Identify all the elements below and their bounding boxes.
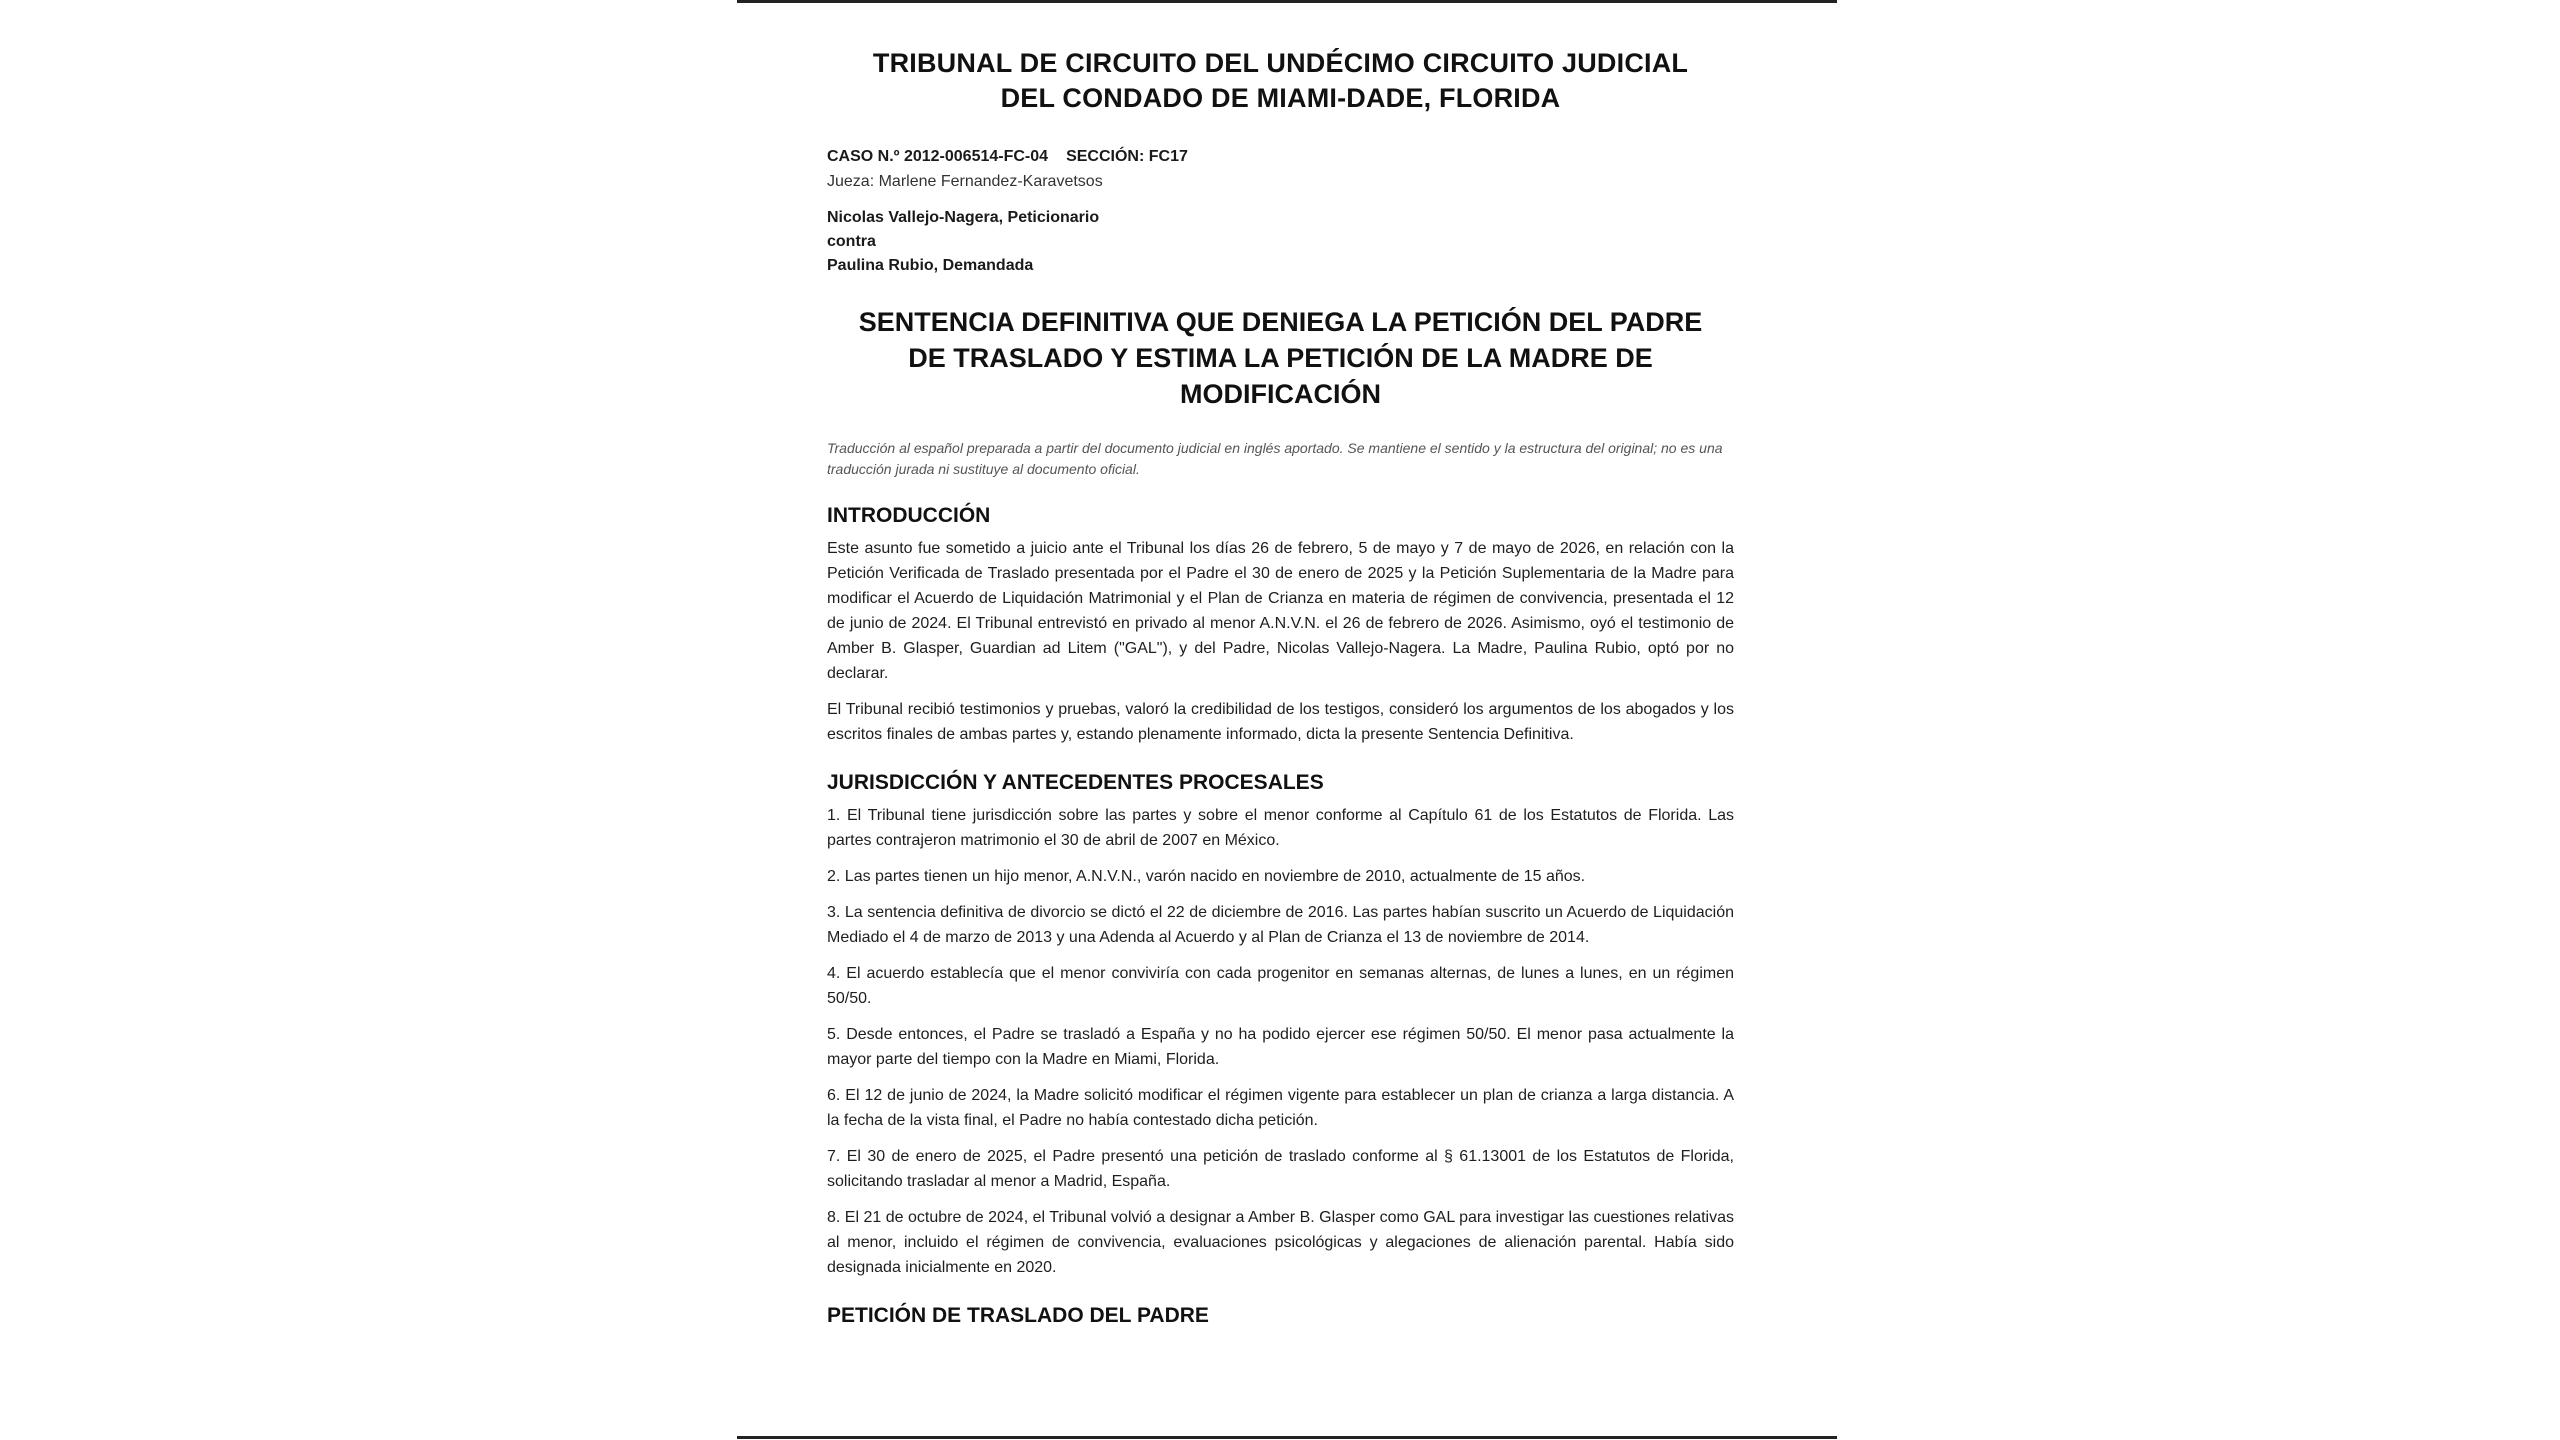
jurisdiction-paragraph-6: 6. El 12 de junio de 2024, la Madre solicitó modificar el régimen vigente para establecer un plan de crianza a larga distancia. A la fecha de la vista final, el Padre no había contestado dicha petición. xyxy=(827,1087,1734,1129)
jurisdiction-paragraph-4: 4. El acuerdo establecía que el menor conviviría con cada progenitor en semanas alternas, de lunes a lunes, en un régimen 50/50. xyxy=(827,965,1734,1007)
judgment-title-line-3: MODIFICACIÓN xyxy=(1180,379,1381,409)
petitioner: Nicolas Vallejo-Nagera, Peticionario xyxy=(827,209,1100,226)
page-top-border xyxy=(737,0,1837,3)
court-title-line-2: DEL CONDADO DE MIAMI-DADE, FLORIDA xyxy=(1000,83,1561,113)
case-line xyxy=(827,144,1734,169)
judgment-title xyxy=(827,304,1734,412)
introduction-paragraph-2: El Tribunal recibió testimonios y pruebas, valoró la credibilidad de los testigos, consideró los argumentos de los abogados y los escritos finales de ambas partes y, estando plenamente informado, dicta la presente Sentencia Definitiva. xyxy=(827,701,1734,743)
respondent: Paulina Rubio, Demandada xyxy=(827,257,1034,274)
document-content xyxy=(827,46,1734,1336)
case-info xyxy=(827,144,1734,194)
parties xyxy=(827,206,1734,278)
document-page xyxy=(737,0,1837,1440)
versus-label: contra xyxy=(827,233,876,250)
section-heading-jurisdiction: JURISDICCIÓN Y ANTECEDENTES PROCESALES xyxy=(827,771,1324,794)
case-number: CASO N.º 2012-006514-FC-04 xyxy=(827,148,1049,165)
court-title-line-1: TRIBUNAL DE CIRCUITO DEL UNDÉCIMO CIRCUITO JUDICIAL xyxy=(872,48,1689,78)
judge-name: Jueza: Marlene Fernandez-Karavetsos xyxy=(827,173,1103,190)
jurisdiction-paragraph-1: 1. El Tribunal tiene jurisdicción sobre las partes y sobre el menor conforme al Capítulo 61 de los Estatutos de Florida. Las partes contrajeron matrimonio el 30 de abril de 2007 en México. xyxy=(827,807,1734,849)
jurisdiction-paragraph-2: 2. Las partes tienen un hijo menor, A.N.V.N., varón nacido en noviembre de 2010, actualmente de 15 años. xyxy=(827,868,1586,885)
jurisdiction-paragraph-3: 3. La sentencia definitiva de divorcio se dictó el 22 de diciembre de 2016. Las partes habían suscrito un Acuerdo de Liquidación Mediado el 4 de marzo de 2013 y una Adenda al Acuerdo y al Plan de Crianza el 13 de noviembre de 2014. xyxy=(827,904,1734,946)
jurisdiction-paragraph-7: 7. El 30 de enero de 2025, el Padre presentó una petición de traslado conforme al § 61.13001 de los Estatutos de Florida, solicitando trasladar al menor a Madrid, España. xyxy=(827,1148,1734,1190)
section-heading-introduction: INTRODUCCIÓN xyxy=(827,504,991,527)
jurisdiction-paragraph-8: 8. El 21 de octubre de 2024, el Tribunal volvió a designar a Amber B. Glasper como GAL para investigar las cuestiones relativas al menor, incluido el régimen de convivencia, evaluaciones psicológicas y alegaciones de alienación parental. Había sido designada inicialmente en 2020. xyxy=(827,1209,1734,1276)
judgment-title-line-2: DE TRASLADO Y ESTIMA LA PETICIÓN DE LA MADRE DE xyxy=(908,343,1653,373)
page-bottom-border xyxy=(737,1436,1837,1439)
section-heading-relocation: PETICIÓN DE TRASLADO DEL PADRE xyxy=(827,1304,1209,1327)
court-title xyxy=(827,46,1734,116)
judgment-title-line-1: SENTENCIA DEFINITIVA QUE DENIEGA LA PETICIÓN DEL PADRE xyxy=(858,307,1703,337)
introduction-paragraph-1: Este asunto fue sometido a juicio ante el Tribunal los días 26 de febrero, 5 de mayo y 7 de mayo de 2026, en relación con la Petición Verificada de Traslado presentada por el Padre el 30 de enero de 2025 y la Petición Suplementaria de la Madre para modificar el Acuerdo de Liquidación Matrimonial y el Plan de Crianza en materia de régimen de convivencia, presentada el 12 de junio de 2024. El Tribunal entrevistó en privado al menor A.N.V.N. el 26 de febrero de 2026. Asimismo, oyó el testimonio de Amber B. Glasper, Guardian ad Litem ("GAL"), y del Padre, Nicolas Vallejo-Nagera. La Madre, Paulina Rubio, optó por no declarar. xyxy=(827,540,1734,682)
translation-note: Traducción al español preparada a partir del documento judicial en inglés aportado. Se mantiene el sentido y la estructura del original; no es una traducción jurada ni sustituye al documento oficial. xyxy=(827,440,1723,477)
case-section: SECCIÓN: FC17 xyxy=(1066,148,1188,165)
jurisdiction-paragraph-5: 5. Desde entonces, el Padre se trasladó a España y no ha podido ejercer ese régimen 50/50. El menor pasa actualmente la mayor parte del tiempo con la Madre en Miami, Florida. xyxy=(827,1026,1734,1068)
